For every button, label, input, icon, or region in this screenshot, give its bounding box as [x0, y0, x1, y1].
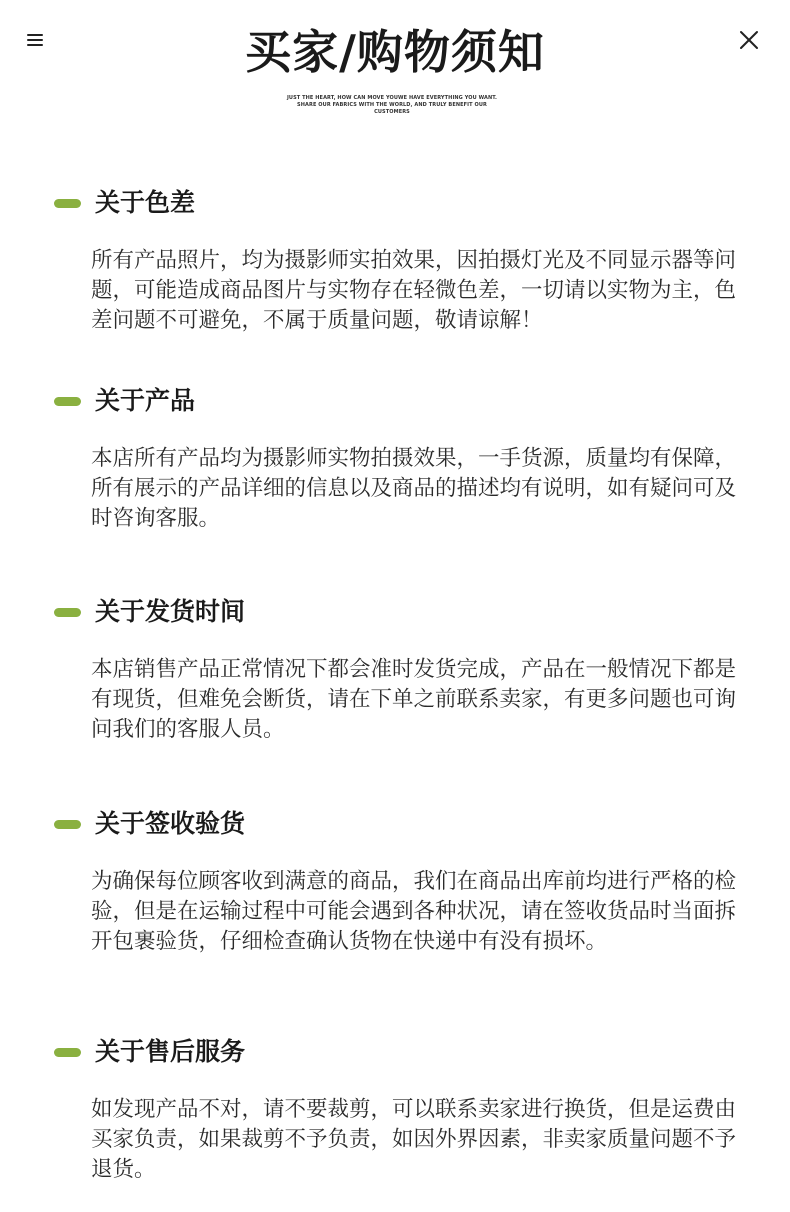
section-title: 关于产品 [95, 386, 196, 415]
page-subtitle: JUST THE HEART, HOW CAN MOVE YOUWE HAVE EVERYTHING YOU WANT. SHARE OUR FABRICS WITH THE WORLD, AND TRULY BENEFIT OUR CUSTOMERS [286, 95, 498, 115]
section-header [54, 809, 245, 839]
dash-marker-icon [54, 199, 81, 208]
section-header [54, 386, 195, 416]
section-body: 如发现产品不对，请不要裁剪，可以联系卖家进行换货，但是运费由买家负责，如果裁剪不予负责，如因外界因素，非卖家质量问题不予退货。 [91, 1097, 737, 1182]
dash-marker-icon [54, 608, 81, 617]
section-body: 为确保每位顾客收到满意的商品，我们在商品出库前均进行严格的检验，但是在运输过程中可能会遇到各种状况，请在签收货品时当面拆开包裹验货，仔细检查确认货物在快递中有没有损坏。 [91, 869, 737, 954]
section-title: 关于售后服务 [95, 1037, 246, 1066]
dash-marker-icon [54, 820, 81, 829]
section-body: 本店销售产品正常情况下都会准时发货完成，产品在一般情况下都是有现货，但难免会断货，请在下单之前联系卖家，有更多问题也可询问我们的客服人员。 [91, 657, 737, 742]
dash-marker-icon [54, 397, 81, 406]
section-title: 关于色差 [95, 188, 196, 217]
section-header [54, 188, 195, 218]
section-title: 关于签收验货 [95, 809, 246, 838]
page-title: 买家/购物须知 [245, 25, 545, 79]
section-header [54, 597, 245, 627]
section-body: 所有产品照片，均为摄影师实拍效果，因拍摄灯光及不同显示器等问题，可能造成商品图片与实物存在轻微色差，一切请以实物为主，色差问题不可避免，不属于质量问题，敬请谅解！ [91, 248, 737, 333]
dash-marker-icon [54, 1048, 81, 1057]
section-title: 关于发货时间 [95, 597, 246, 626]
section-header [54, 1037, 245, 1067]
section-body: 本店所有产品均为摄影师实物拍摄效果，一手货源，质量均有保障，所有展示的产品详细的信息以及商品的描述均有说明，如有疑问可及时咨询客服。 [91, 446, 737, 531]
